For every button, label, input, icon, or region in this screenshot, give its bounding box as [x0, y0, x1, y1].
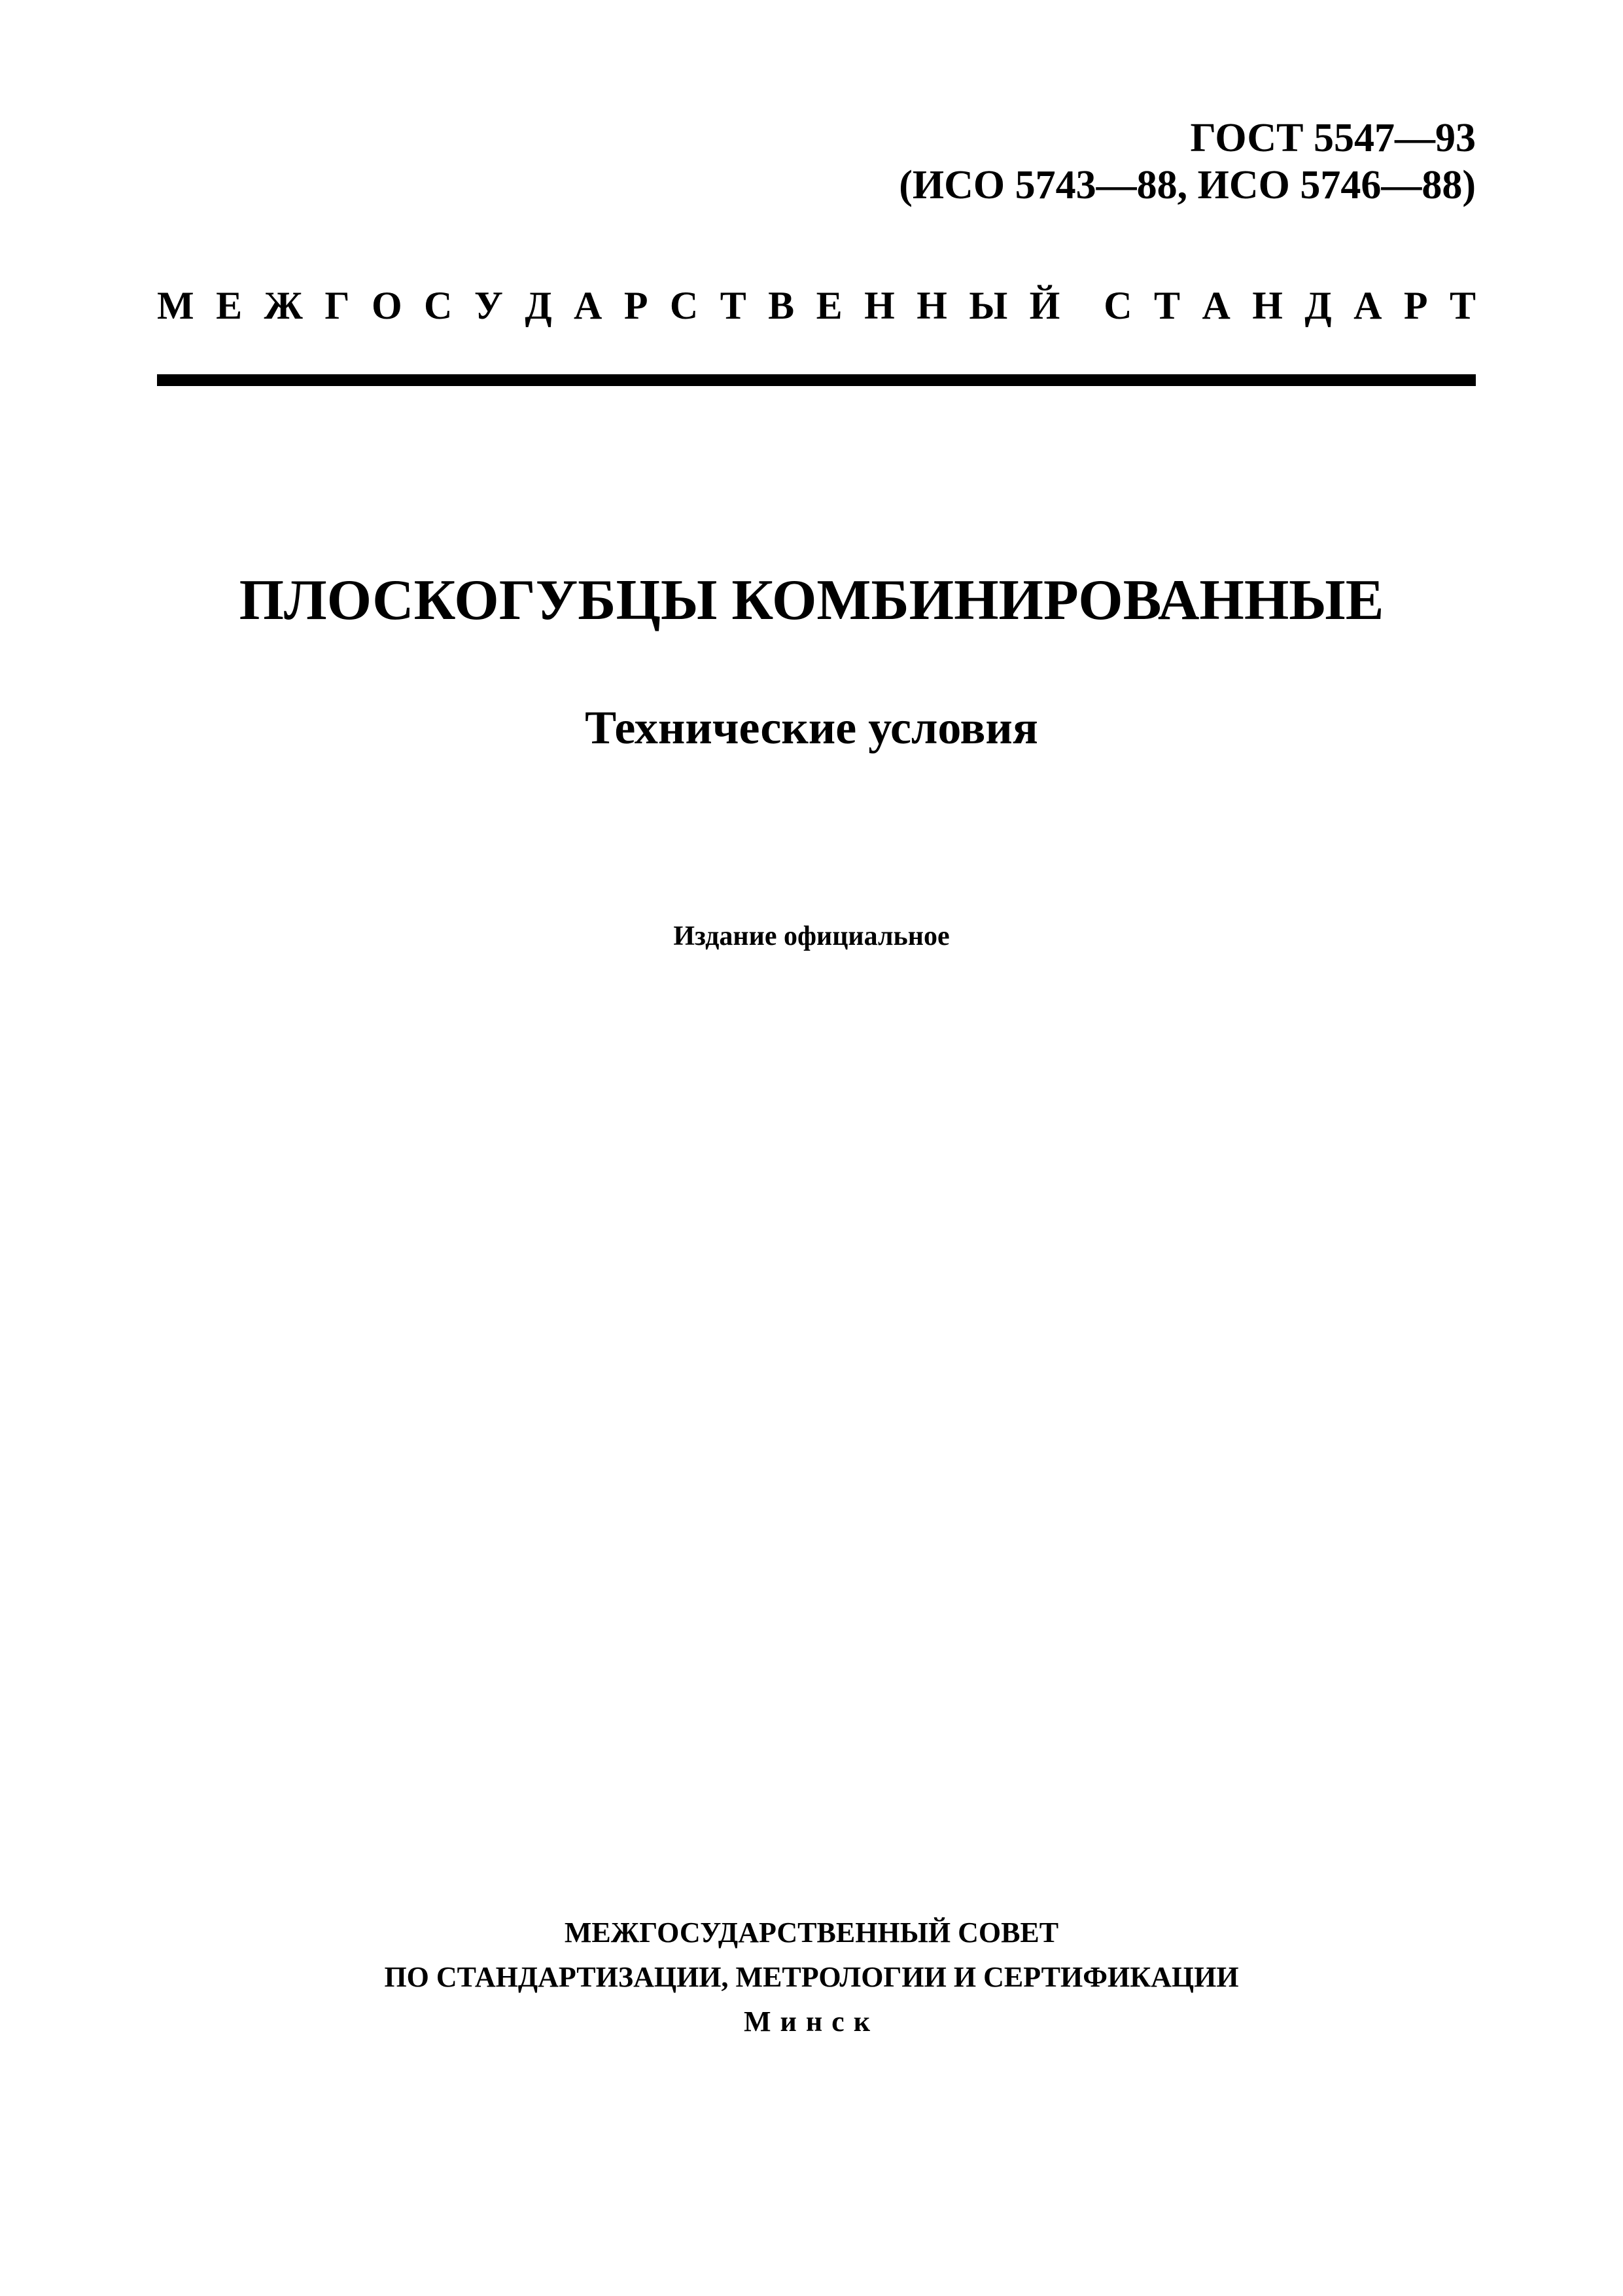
heading-letter: Г: [324, 284, 350, 327]
heading-rule: [157, 374, 1476, 386]
iso-reference: (ИСО 5743—88, ИСО 5746—88): [899, 163, 1476, 207]
heading-letter: О: [371, 284, 402, 327]
heading-letter: С: [1104, 284, 1132, 327]
heading-letter: С: [424, 284, 453, 327]
heading-letter: Д: [525, 284, 552, 327]
edition-note: Издание официальное: [673, 921, 950, 951]
heading-letter: В: [768, 284, 795, 327]
heading-letter: Р: [623, 284, 648, 327]
heading-letter: Е: [816, 284, 843, 327]
heading-letter: Т: [1154, 284, 1181, 327]
document-title: ПЛОСКОГУБЦЫ КОМБИНИРОВАННЫЕ: [239, 569, 1384, 632]
heading-letter: Т: [720, 284, 746, 327]
standard-designation: [899, 115, 1476, 209]
heading-letter: Т: [1449, 284, 1476, 327]
heading-letter: Е: [216, 284, 243, 327]
heading-letter: А: [574, 284, 602, 327]
standard-number: ГОСТ 5547—93: [1190, 116, 1476, 160]
heading-letter: Н: [1252, 284, 1283, 327]
heading-letter: А: [1202, 284, 1230, 327]
heading-letter: Р: [1403, 284, 1428, 327]
heading-letter: М: [157, 284, 194, 327]
heading-letter: Ж: [264, 284, 303, 327]
heading-letter: У: [474, 284, 503, 327]
publisher-line-1: МЕЖГОСУДАРСТВЕННЫЙ СОВЕТ: [564, 1916, 1059, 1949]
heading-letter: Й: [1029, 284, 1060, 327]
publisher-line-2: ПО СТАНДАРТИЗАЦИИ, МЕТРОЛОГИИ И СЕРТИФИКАЦИИ: [384, 1961, 1239, 1993]
heading-letter: А: [1353, 284, 1382, 327]
heading-letter: С: [669, 284, 699, 327]
heading-letter: Д: [1304, 284, 1332, 327]
document-subtitle: Технические условия: [585, 701, 1038, 754]
heading-letter: Н: [916, 284, 947, 327]
publisher-block: [0, 1911, 1623, 2044]
heading-letter: Н: [864, 284, 895, 327]
interstate-standard-heading: [157, 283, 1476, 328]
publisher-city: Минск: [743, 2005, 880, 2038]
heading-letter: Ы: [969, 284, 1008, 327]
